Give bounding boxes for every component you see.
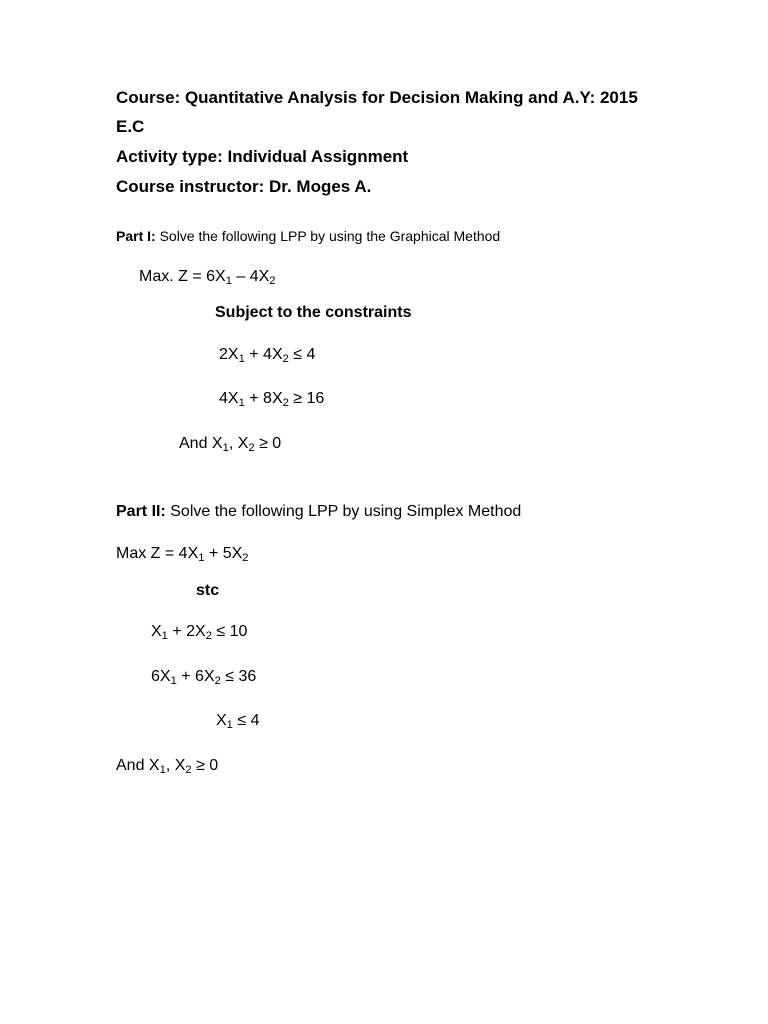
part2-constraint-3: $X_1 \le 4$ <box>216 712 260 731</box>
part1-nonnegativity: And $X_1$, $X_2 \ge 0$ <box>179 435 282 454</box>
part2-objective: Max $Z = 4X_1 + 5X_2$ <box>116 545 249 564</box>
activity-type: Activity type: Individual Assignment <box>116 147 409 166</box>
part1-constraint-2: $4X_1 + 8X_2 \ge 16$ <box>219 390 325 409</box>
part2-stc: stc <box>196 582 220 599</box>
part1-heading <box>116 228 500 244</box>
course-title: Course: Quantitative Analysis for Decision Making and A.Y: 2015 <box>116 88 638 107</box>
course-title-continued: E.C <box>116 117 145 136</box>
part1-subject-to: Subject to the constraints <box>215 304 412 321</box>
part1-objective: Max. $Z = 6X_1 - 4X_2$ <box>139 268 276 287</box>
part2-heading <box>116 503 521 521</box>
part2-nonnegativity: And $X_1$, $X_2 \ge 0$ <box>116 757 219 776</box>
part2-label: Part II: <box>116 503 166 520</box>
part2-constraint-2: $6X_1 + 6X_2 \le 36$ <box>151 668 257 687</box>
course-instructor: Course instructor: Dr. Moges A. <box>116 177 372 196</box>
part1-instruction: Solve the following LPP by using the Graphical Method <box>155 228 501 244</box>
part1-constraint-1: $2X_1 + 4X_2 \le 4$ <box>219 346 316 365</box>
part2-constraint-1: $X_1 + 2X_2 \le 10$ <box>151 623 248 642</box>
part1-label: Part I: <box>116 228 156 244</box>
part2-instruction: Solve the following LPP by using Simplex Method <box>165 503 522 520</box>
